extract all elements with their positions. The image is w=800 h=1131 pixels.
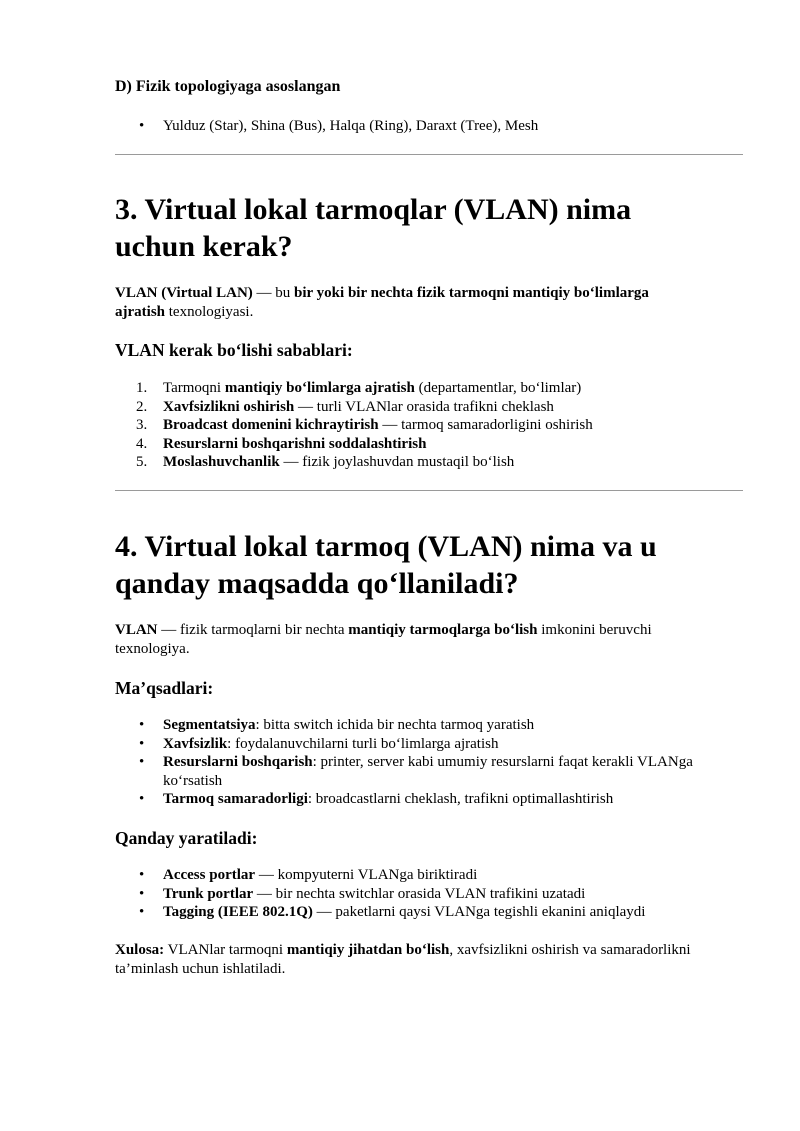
horizontal-rule [115, 154, 743, 155]
goals-list [115, 716, 743, 809]
list-item: • Access portlar — kompyuterni VLANga biriktiradi [139, 867, 478, 883]
list-item: 2. Xavfsizlikni oshirish — turli VLANlar orasida trafikni cheklash [136, 398, 554, 415]
list-item: • Trunk portlar — bir nechta switchlar orasida VLAN trafikini uzatadi [139, 885, 586, 902]
intro-term: VLAN (Virtual LAN) [115, 285, 253, 301]
list-item: • Tagging (IEEE 802.1Q) — paketlarni qaysi VLANga tegishli ekanini aniqlaydi [139, 904, 646, 920]
bullet-icon: • [139, 735, 145, 752]
list-item: • Tarmoq samaradorligi: broadcastlarni cheklash, trafikni optimallashtirish [139, 791, 614, 807]
intro-definition-cont: ajratish [115, 304, 165, 320]
section-3-title-line-1: 3. Virtual lokal tarmoqlar (VLAN) nima [115, 193, 632, 226]
bullet-icon: • [139, 904, 145, 920]
section-4-intro: VLAN — fizik tarmoqlarni bir nechta mantiqiy tarmoqlarga bo‘lish imkonini beruvchi texnologiya. [115, 622, 652, 657]
intro-definition: bir yoki bir nechta fizik tarmoqni mantiqiy bo‘limlarga [294, 285, 649, 301]
intro-text-end: texnologiyasi. [165, 304, 254, 320]
create-heading: Qanday yaratiladi: [115, 828, 258, 848]
create-list [115, 866, 743, 922]
section-4-title-line-1: 4. Virtual lokal tarmoq (VLAN) nima va u [115, 530, 657, 563]
bullet-icon: • [139, 867, 145, 883]
section-3-intro [115, 284, 743, 322]
bullet-icon: • [139, 791, 145, 807]
conclusion: Xulosa: VLANlar tarmoqni mantiqiy jihatdan bo‘lish, xavfsizlikni oshirish va samaradorlikni ta’minlash uchun ishlatiladi. [115, 942, 691, 977]
bullet-icon: • [139, 717, 145, 733]
bullet-icon: • [139, 118, 145, 134]
section-d-heading: D) Fizik topologiyaga asoslangan [115, 78, 341, 95]
horizontal-rule [115, 490, 743, 491]
list-item [115, 117, 763, 136]
section-3-title [115, 191, 631, 265]
bullet-icon: • [139, 754, 145, 770]
section-4-title-line-2: qanday maqsadda qo‘llaniladi? [115, 567, 519, 600]
list-item: • Segmentatsiya: bitta switch ichida bir nechta tarmoq yaratish [139, 717, 535, 733]
list-item: 3. Broadcast domenini kichraytirish — tarmoq samaradorligini oshirish [136, 417, 593, 433]
list-item: • Xavfsizlik: foydalanuvchilarni turli bo‘limlarga ajratish [139, 735, 499, 752]
section-3-subheading: VLAN kerak bo‘lishi sabablari: [115, 340, 353, 360]
list-item: 5. Moslashuvchanlik — fizik joylashuvdan mustaqil bo‘lish [136, 454, 515, 470]
bullet-icon: • [139, 885, 145, 902]
list-item: • Resurslarni boshqarish: printer, server kabi umumiy resurslarni faqat kerakli VLANga ko‘rsatish [139, 754, 693, 789]
section-3-title-line-2: uchun kerak? [115, 230, 293, 263]
goals-heading: Ma’qsadlari: [115, 678, 214, 698]
reasons-list [115, 379, 743, 472]
list-item: 4. Resurslarni boshqarishni soddalashtirish [136, 435, 427, 452]
section-4-title [115, 528, 657, 602]
intro-text: — bu [252, 285, 295, 301]
list-item-text: Yulduz (Star), Shina (Bus), Halqa (Ring), Daraxt (Tree), Mesh [163, 118, 539, 134]
document-page [115, 0, 743, 977]
list-item: 1. Tarmoqni mantiqiy bo‘limlarga ajratish (departamentlar, bo‘limlar) [136, 380, 582, 396]
